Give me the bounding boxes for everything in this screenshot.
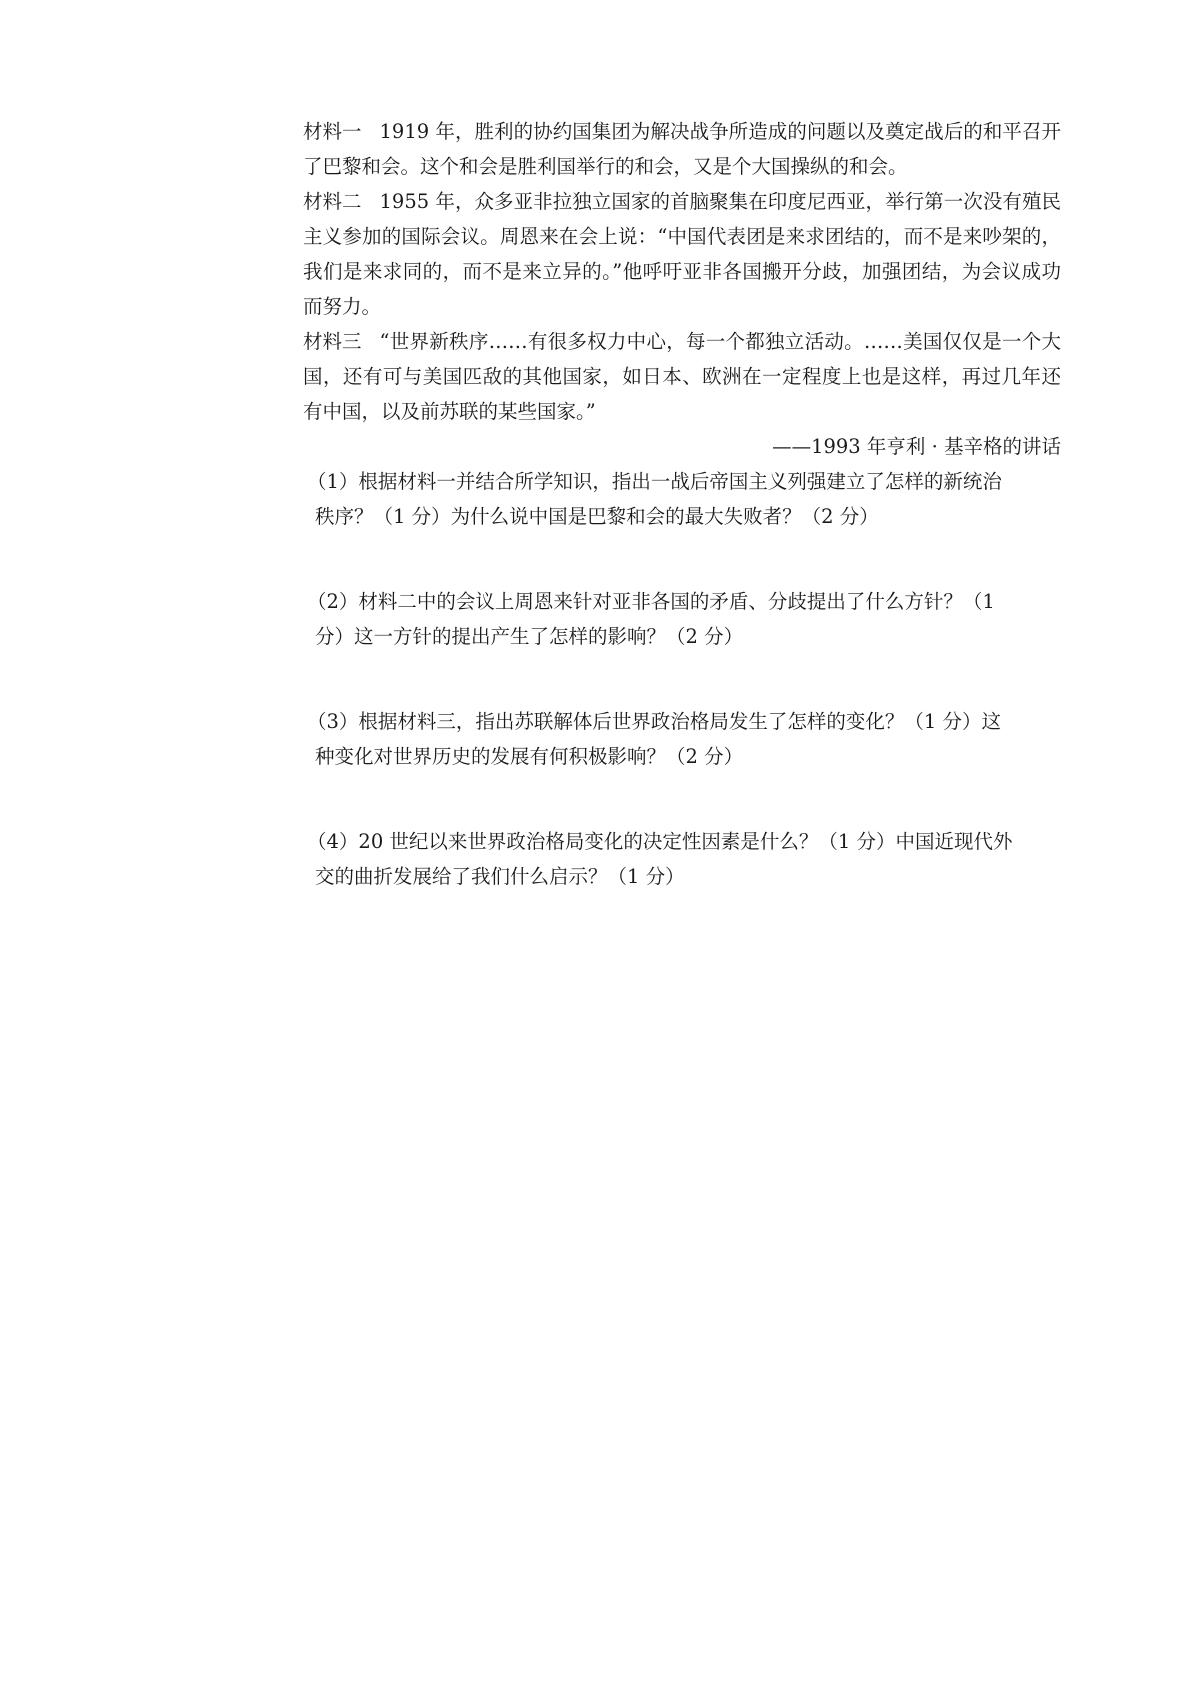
questions-list: [303, 464, 1061, 894]
exam-page: [303, 114, 1061, 944]
question-3-line1: （3）根据材料三，指出苏联解体后世界政治格局发生了怎样的变化？（1 分）这: [307, 710, 1002, 733]
material-3-text: “世界新秩序……有很多权力中心，每一个都独立活动。……美国仅仅是一个大国，还有可与美国匹敌的其他国家，如日本、欧洲在一定程度上也是这样，再过几年还有中国，以及前苏联的某些国家。”: [303, 330, 1061, 423]
material-2: [303, 184, 1061, 324]
question-2: [307, 584, 1061, 654]
material-3-source: ——1993 年亨利 · 基辛格的讲话: [772, 435, 1061, 458]
question-2-line2: 分）这一方针的提出产生了怎样的影响？（2 分）: [315, 625, 744, 648]
question-3: [307, 704, 1061, 774]
material-1-label: 材料一: [303, 120, 362, 143]
question-2-line1: （2）材料二中的会议上周恩来针对亚非各国的矛盾、分歧提出了什么方针？（1: [307, 590, 995, 613]
material-3-label: 材料三: [303, 330, 362, 353]
material-1-text: 1919 年，胜利的协约国集团为解决战争所造成的问题以及奠定战后的和平召开了巴黎和会。这个和会是胜利国举行的和会，又是个大国操纵的和会。: [303, 120, 1061, 178]
material-3: [303, 324, 1061, 429]
material-2-text: 1955 年，众多亚非拉独立国家的首脑聚集在印度尼西亚，举行第一次没有殖民主义参加的国际会议。周恩来在会上说：“中国代表团是来求团结的，而不是来吵架的，我们是来求同的，而不是来立异的。”他呼吁亚非各国搬开分歧，加强团结，为会议成功而努力。: [303, 190, 1061, 318]
material-2-label: 材料二: [303, 190, 362, 213]
question-1-line1: （1）根据材料一并结合所学知识，指出一战后帝国主义列强建立了怎样的新统治: [307, 470, 1002, 493]
question-1-line2: 秩序？（1 分）为什么说中国是巴黎和会的最大失败者？（2 分）: [315, 505, 879, 528]
question-4: [307, 824, 1061, 894]
question-1: [307, 464, 1061, 534]
question-4-line1: （4）20 世纪以来世界政治格局变化的决定性因素是什么？（1 分）中国近现代外: [307, 830, 1013, 853]
question-4-line2: 交的曲折发展给了我们什么启示？（1 分）: [315, 865, 685, 888]
material-1: [303, 114, 1061, 184]
question-3-line2: 种变化对世界历史的发展有何积极影响？（2 分）: [315, 745, 744, 768]
